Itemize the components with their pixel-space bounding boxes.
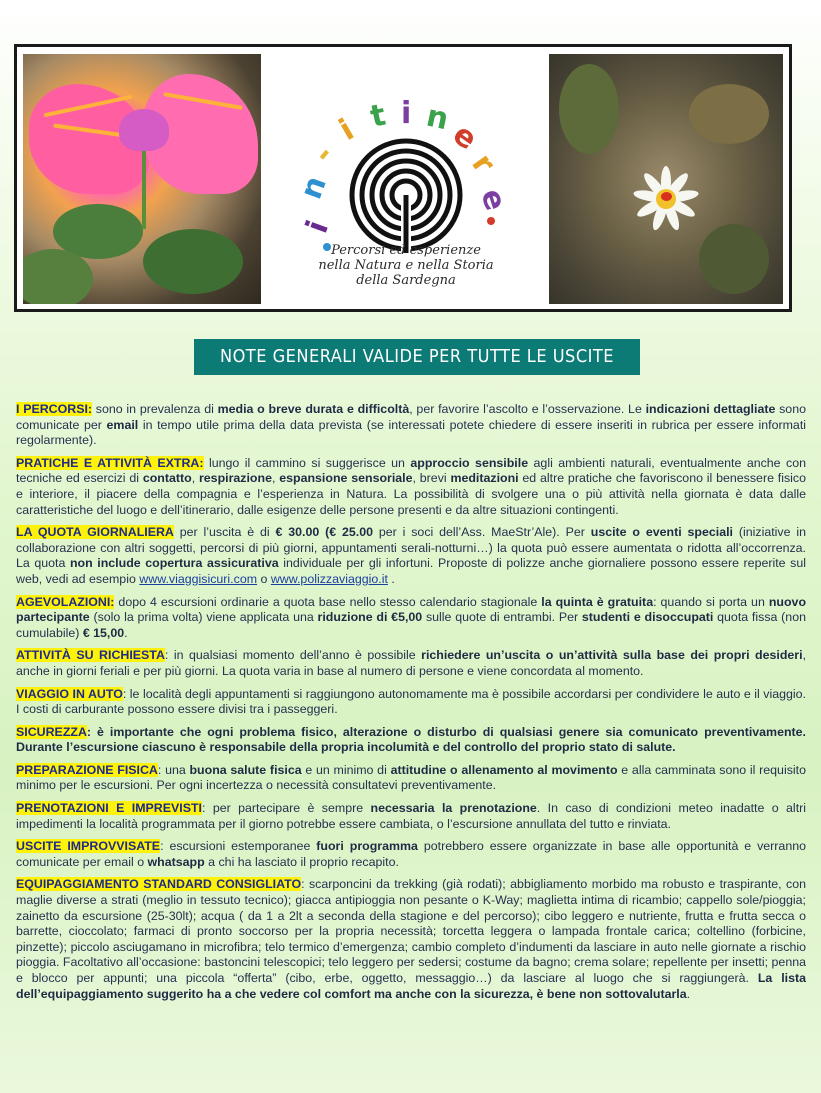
note-bold: € 15,00 bbox=[82, 625, 125, 640]
note-text: : le località degli appuntamenti si raggiungono autonomamente ma è possibile accordarsi per condividere le auto e il viaggio. I costi di carburante possono essere divisi tra i passeggeri. bbox=[16, 686, 806, 717]
note-bold: la quinta è gratuita bbox=[541, 594, 654, 609]
note-percorsi bbox=[16, 402, 806, 449]
note-quota bbox=[16, 525, 806, 587]
logo-letter-i: i bbox=[299, 216, 337, 238]
note-bold: : è importante che ogni problema fisico, alterazione o disturbo di qualsiasi genere sia comunicato preventivamente. Durante l’escursione ciascuno è responsabile della propria incolumità e del controllo del proprio stato di salute. bbox=[16, 724, 806, 755]
note-text: , anche in giorni feriali e per più giorni. La quota varia in base al numero di persone e viene concordata al momento. bbox=[16, 648, 807, 678]
logo-letter-i2: i bbox=[333, 112, 360, 148]
note-title: PRENOTAZIONI E IMPREVISTI bbox=[16, 801, 202, 816]
note-title: EQUIPAGGIAMENTO STANDARD CONSIGLIATO bbox=[16, 877, 302, 892]
note-text: e alla camminata sono il requisito minimo per le escursioni. Per ogni incertezza o necessità consultatevi preventivamente. bbox=[16, 762, 806, 793]
note-title: VIAGGIO IN AUTO bbox=[16, 686, 123, 701]
note-text: : per partecipare è sempre bbox=[201, 801, 371, 816]
note-bold: approccio sensibile bbox=[410, 455, 529, 470]
link-polizzaviaggio[interactable]: www.polizzaviaggio.it bbox=[270, 571, 388, 586]
logo-letter-dash: - bbox=[306, 138, 342, 171]
note-prenotazioni bbox=[16, 801, 806, 832]
note-text: : in qualsiasi momento dell’anno è possibile bbox=[164, 648, 422, 663]
tagline-line-3: della Sardegna bbox=[356, 273, 456, 288]
note-text: : una bbox=[157, 762, 190, 777]
note-improvvisate bbox=[16, 839, 806, 870]
note-bold: indicazioni dettagliate bbox=[645, 402, 776, 416]
note-text: lungo il cammino si suggerisce un bbox=[203, 455, 411, 470]
note-title: ATTIVITÀ SU RICHIESTA bbox=[16, 648, 165, 663]
note-text: individuale per gli infortuni. Proposte di polizze anche giornaliere possono essere reperite sul web, vedi ad esempio bbox=[16, 556, 806, 586]
photo-cyclamen-shoes bbox=[23, 54, 261, 304]
note-text: : escursioni estemporanee bbox=[160, 839, 317, 854]
daisy-flower bbox=[631, 164, 701, 234]
note-text: (solo la prima volta) viene applicata una bbox=[89, 610, 318, 625]
tagline-line-1: Percorsi ed esperienze bbox=[331, 243, 481, 258]
note-bold: richiedere un’uscita o un’attività sulla base dei propri desideri bbox=[421, 648, 803, 663]
logo-letter-i3: i bbox=[401, 96, 412, 131]
note-bold: nuovo partecipante bbox=[16, 594, 807, 625]
note-bold: necessaria la prenotazione bbox=[370, 801, 537, 816]
section-title: NOTE GENERALI VALIDE PER TUTTE LE USCITE bbox=[194, 339, 640, 375]
notes-list bbox=[16, 402, 806, 1009]
note-title: LA QUOTA GIORNALIERA bbox=[16, 525, 174, 540]
note-pratiche bbox=[16, 456, 806, 518]
note-bold: buona salute fisica bbox=[189, 762, 302, 777]
note-title: AGEVOLAZIONI: bbox=[16, 594, 115, 609]
note-preparazione bbox=[16, 763, 806, 794]
note-text: , brevi bbox=[412, 471, 451, 486]
tagline-line-2: nella Natura e nella Storia bbox=[318, 258, 494, 273]
note-text: sulle quote di entrambi. Per bbox=[422, 610, 582, 625]
note-text: ed altre pratiche che favoriscono il benessere fisico e interiore, il piacere della compagnia e l’esperienza in Natura. La possibilità di svolgere una o più attività nella giornata è data dalle caratteristiche del luogo e dell’itinerario, dalle esigenze delle persone presenti e da altre situazioni contingenti. bbox=[16, 471, 807, 517]
note-text: . In caso di condizioni meteo inadatte o altri impedimenti la località programmata per il giorno potrebbe essere cambiata, o l’escursione annullata del tutto e rinviata. bbox=[16, 801, 807, 831]
logo-tagline bbox=[279, 243, 533, 288]
note-sicurezza bbox=[16, 725, 806, 756]
note-text: per l’uscita è di bbox=[173, 525, 276, 540]
note-bold: espansione sensoriale bbox=[279, 471, 413, 486]
link-viaggisicuri[interactable]: www.viaggisicuri.com bbox=[139, 571, 258, 586]
note-bold: email bbox=[106, 417, 139, 432]
note-text: , per favorire l’ascolto e l’osservazione. Le bbox=[409, 402, 646, 416]
logo-letter-n: n bbox=[293, 171, 334, 204]
note-title: SICUREZZA bbox=[16, 724, 87, 739]
note-text: per i soci dell’Ass. MaeStr’Ale). Per bbox=[373, 525, 591, 540]
logo-letter-n2: n bbox=[423, 98, 452, 138]
header-banner bbox=[14, 44, 792, 312]
note-text: (iniziative in collaborazione con altri soggetti, percorsi di più giorni, appuntamenti serali-notturni…) la quota può essere aumentata o ridotta all’occorrenza. La quota bbox=[16, 525, 807, 571]
note-bold: riduzione di €5,00 bbox=[317, 610, 423, 625]
note-bold: € 30.00 (€ 25.00 bbox=[275, 525, 373, 540]
note-title: PREPARAZIONE FISICA bbox=[16, 762, 158, 777]
logo-letter-r: r bbox=[464, 147, 502, 180]
note-text: a chi ha lasciato il proprio recapito. bbox=[204, 854, 399, 869]
note-text: , bbox=[271, 471, 280, 486]
note-text: : quando si porta un bbox=[653, 594, 769, 609]
logo-letter-e2: e bbox=[473, 184, 513, 215]
note-bold: non include copertura assicurativa bbox=[69, 556, 279, 571]
logo-letter-e: e bbox=[446, 116, 484, 158]
note-bold: whatsapp bbox=[147, 854, 205, 869]
note-text: potrebbero essere organizzate in base alle opportunità e verranno comunicate per email o bbox=[16, 839, 807, 869]
photo-daisy bbox=[549, 54, 783, 304]
note-agevolazioni bbox=[16, 595, 806, 642]
note-bold: attitudine o allenamento al movimento bbox=[390, 762, 618, 777]
note-text: sono comunicate per bbox=[16, 402, 806, 432]
note-bold: meditazioni bbox=[450, 471, 519, 486]
note-bold: studenti e disoccupati bbox=[581, 610, 714, 625]
note-text: . bbox=[686, 986, 691, 1001]
note-text: o bbox=[257, 571, 271, 586]
note-text: in tempo utile prima della data prevista (se interessati potete chiedere di essere inseriti in rubrica per essere informati regolarmente). bbox=[16, 417, 807, 448]
note-text: . bbox=[387, 571, 395, 586]
note-bold: respirazione bbox=[198, 471, 272, 486]
note-bold: media o breve durata e difficoltà bbox=[217, 402, 410, 416]
logo-letter-t: t bbox=[367, 97, 389, 135]
note-bold: La lista dell’equipaggiamento suggerito ha a che vedere col comfort ma anche con la sicurezza, è bene non sottovalutarla bbox=[16, 971, 806, 1001]
note-equipaggiamento bbox=[16, 877, 806, 1002]
note-bold: uscite o eventi speciali bbox=[590, 525, 733, 540]
note-text: agli ambienti naturali, eventualmente anche con tecniche ed esercizi di bbox=[16, 455, 806, 486]
note-text: dopo 4 escursioni ordinarie a quota base nello stesso calendario stagionale bbox=[114, 594, 542, 609]
note-title: I PERCORSI: bbox=[16, 402, 93, 416]
note-text: . bbox=[124, 625, 128, 640]
note-title: PRATICHE E ATTIVITÀ EXTRA: bbox=[16, 455, 204, 470]
note-viaggio bbox=[16, 687, 806, 718]
note-bold: contatto bbox=[142, 471, 192, 486]
note-text: , bbox=[191, 471, 199, 486]
note-text: e un minimo di bbox=[301, 762, 391, 777]
note-bold: fuori programma bbox=[316, 839, 418, 854]
note-text: : scarponcini da trekking (già rodati); abbigliamento morbido ma robusto e traspirante, con maglie diverse a strati (meglio in tessuto tecnico); giacca antipioggia non pesante o K-Way; maglietta intima di ricambio; cappello sole/pioggia; zainetto da escursione (25-30lt); acqua ( da 1 a 2lt a seconda della stagione e del percorso); cibo leggero e nutriente, frutta e frutta secca o barrette, cioccolato; farmaci di pronto soccorso per la propria necessità; torcetta leggera o lampada frontale carica; coltellino (forbicine, pinzette); piccolo asciugamano in microfibra; telo termico d’emergenza; cambio completo d’indumenti da lasciare in auto nelle giornate a rischio pioggia. Facoltativo all’occasione: bastoncini telescopici; telo leggero per sedersi; costume da bagno; crema solare; repellente per insetti; penna e blocco per appunti; una piccola “offerta” (cibo, erbe, oggetto, messaggio…) da lasciare al luogo che si raggiungerà. bbox=[16, 877, 806, 985]
ladybug bbox=[661, 192, 672, 201]
note-title: USCITE IMPROVVISATE bbox=[16, 839, 161, 854]
note-text: sono in prevalenza di bbox=[92, 402, 218, 416]
note-richiesta bbox=[16, 648, 806, 679]
note-text: quota fissa (non cumulabile) bbox=[16, 610, 806, 640]
